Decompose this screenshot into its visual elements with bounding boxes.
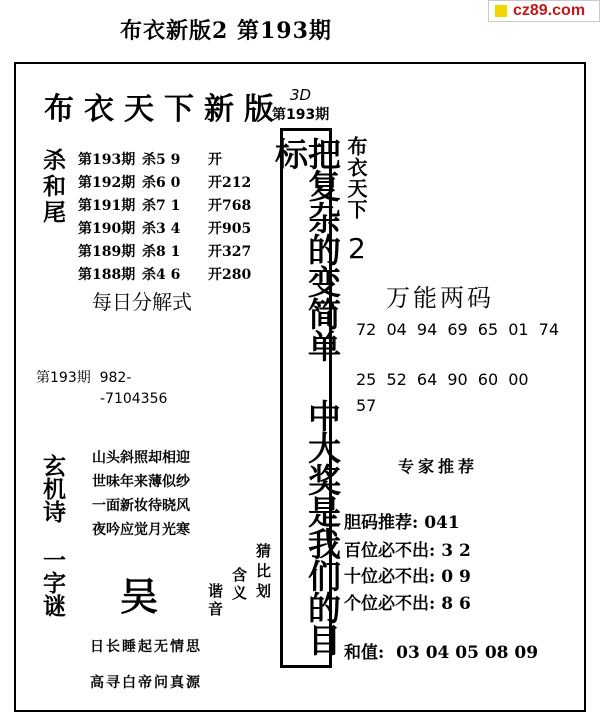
kill-numbers: 杀8 1 — [142, 243, 181, 260]
kill-numbers: 杀7 1 — [142, 197, 181, 214]
kill-numbers: 杀5 9 — [142, 151, 181, 168]
site-badge-label: cz89.com — [513, 2, 586, 19]
kill-row — [78, 216, 251, 239]
two-codes-title: 万能两码 — [386, 284, 494, 312]
two-codes-line-2: 25 52 64 90 60 00 — [356, 370, 529, 389]
poem-line: 一面新妆待晓风 — [92, 498, 190, 514]
kill-tail-list — [78, 147, 251, 285]
riddle-hint: 谐 — [208, 582, 224, 600]
kill-issue: 第193期 — [78, 151, 136, 168]
right-number: 2 — [348, 232, 366, 265]
kill-issue: 第191期 — [78, 197, 136, 214]
poem-line: 世味年来薄似纱 — [92, 474, 190, 490]
kill-open: 开768 — [208, 197, 252, 214]
poem-line: 山头斜照却相迎 — [92, 450, 190, 466]
riddle-hint: 划 — [256, 582, 272, 600]
riddle-label: 一字谜 — [39, 548, 66, 617]
expert-title: 专家推荐 — [398, 457, 479, 476]
formula-block — [36, 368, 167, 410]
kill-open: 开 — [208, 151, 222, 168]
poem-lines — [92, 446, 190, 542]
riddle-answer: 吴 — [120, 574, 159, 619]
site-badge[interactable] — [488, 0, 600, 22]
poem-label: 玄机诗 — [39, 454, 66, 523]
bottom-line-2: 高寻白帝问真源 — [90, 675, 202, 691]
right-title: 布衣天下 — [344, 136, 368, 220]
kill-numbers: 杀4 6 — [142, 266, 181, 283]
kill-row — [78, 147, 251, 170]
center-slogan: 把复杂的变简单 中大奖是我们的目标 — [270, 137, 342, 655]
two-codes-line-1: 72 04 94 69 65 01 74 — [356, 320, 560, 339]
site-square-icon — [495, 5, 507, 17]
main-title: 布衣天下新版 — [44, 92, 284, 127]
dan-code: 胆码推荐: 041 — [344, 513, 460, 533]
kill-row — [78, 239, 251, 262]
bottom-line-1: 日长睡起无情思 — [90, 639, 202, 655]
kill-row — [78, 170, 251, 193]
riddle-hint: 义 — [232, 584, 248, 602]
tag-3d: 3D — [290, 86, 312, 104]
two-codes-line-3: 57 — [356, 396, 377, 415]
tens-exclude: 十位必不出: 0 9 — [344, 567, 471, 587]
riddle-hint: 猜 — [256, 542, 272, 560]
formula-line-1: 第193期 982- — [36, 370, 132, 386]
kill-row — [78, 193, 251, 216]
kill-open: 开905 — [208, 220, 252, 237]
kill-issue: 第190期 — [78, 220, 136, 237]
kill-issue: 第188期 — [78, 266, 136, 283]
kill-tail-label: 杀和尾 — [39, 148, 66, 226]
sum-values: 和值: 03 04 05 08 09 — [344, 643, 539, 663]
kill-numbers: 杀6 0 — [142, 174, 181, 191]
units-exclude: 个位必不出: 8 6 — [344, 594, 471, 614]
formula-line-2: -7104356 — [100, 391, 168, 407]
riddle-hint: 比 — [256, 562, 272, 580]
kill-open: 开212 — [208, 174, 252, 191]
kill-open: 开280 — [208, 266, 252, 283]
kill-open: 开327 — [208, 243, 252, 260]
tag-issue: 第193期 — [272, 107, 330, 123]
kill-issue: 第189期 — [78, 243, 136, 260]
center-slogan-box — [270, 128, 342, 668]
page-title: 布衣新版2 第193期 — [120, 18, 332, 44]
poem-line: 夜吟应觉月光寒 — [92, 522, 190, 538]
daily-formula-title: 每日分解式 — [92, 290, 192, 314]
kill-row — [78, 262, 251, 285]
kill-numbers: 杀3 4 — [142, 220, 181, 237]
riddle-hint: 音 — [208, 600, 224, 618]
riddle-hint: 含 — [232, 566, 248, 584]
kill-issue: 第192期 — [78, 174, 136, 191]
hundreds-exclude: 百位必不出: 3 2 — [344, 541, 471, 561]
